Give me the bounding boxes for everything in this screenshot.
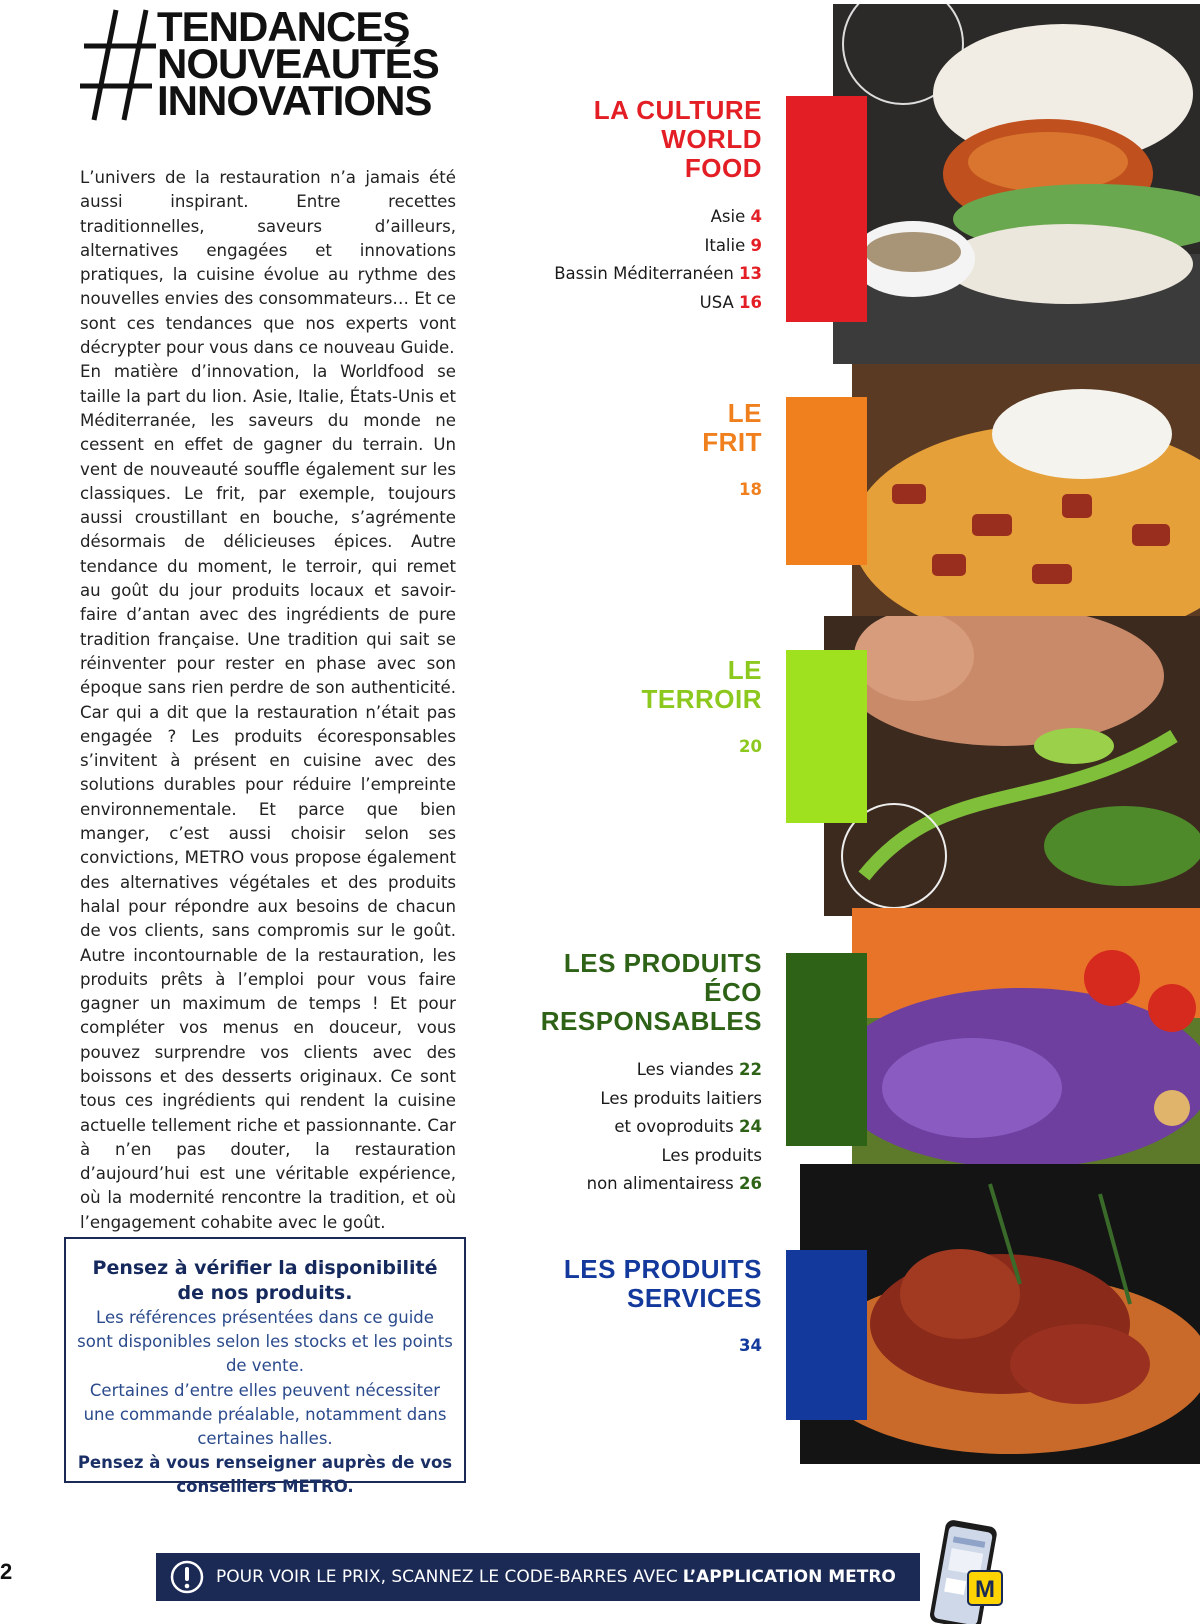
section-title xyxy=(541,949,762,1036)
section-title-line: SERVICES xyxy=(626,1283,762,1313)
toc-item-label: Les produits laitiers xyxy=(600,1088,762,1108)
notice-body: Les références présentées dans ce guide sont disponibles selon les stocks et les points de vente. xyxy=(77,1308,453,1376)
section-title-line: WORLD xyxy=(661,124,762,154)
hashtag-icon xyxy=(80,6,160,124)
toc-item-page: 9 xyxy=(750,235,762,255)
banner-app-name[interactable]: L’APPLICATION METRO xyxy=(682,1567,896,1587)
title-line: TENDANCES xyxy=(157,3,410,50)
world-food-color-bar xyxy=(786,96,867,322)
intro-paragraph: En matière d’innovation, la Worldfood se taille la part du lion. Asie, Italie, États-Unis et Méditerranée, les saveurs du monde ne cessent en effet de gagner du terrain. Un vent de nouveauté souffle également sur les classiques. Le frit, par exemple, toujours aussi croustillant en bouche, s’agrémente désormais de délicieuses épices. Autre tendance du moment, le terroir, qui remet au goût du jour produits locaux et savoir-faire d’antan avec des ingrédients de pure tradition française. Une tradition qui sait se réinventer pour rester en phase avec son époque sans rien perdre de son authenticité. Car qui a dit que la restauration n’était pas engagée ? Les produits écoresponsables s’invitent à présent en cuisine avec des solutions durables pour réduire l’empreinte environnementale. Et parce que bien manger, c’est aussi choisir selon ses convictions, METRO vous propose également des alternatives végétales et des produits halal pour répondre aux besoins de chacun de vos clients, sans compromis sur le goût. Autre incontournable de la restauration, les produits prêts à l’emploi pour vous faire gagner un maximum de temps ! Et pour compléter vos menus en douceur, vous pouvez surprendre vos clients avec des boissons et des desserts originaux. Ce sont tous ces ingrédients qui rendent la cuisine actuelle tellement riche et passionnante. Car à n’en pas douter, la restauration d’aujourd’hui est une véritable expérience, où la modernité rencontre la tradition, et où l’engagement cohabite avec le goût. xyxy=(80,362,456,1232)
section-title-line: LA CULTURE xyxy=(593,95,762,125)
toc-section-services[interactable] xyxy=(564,1255,762,1359)
terroir-color-bar xyxy=(786,650,867,823)
toc-item-asie[interactable] xyxy=(554,203,762,232)
metro-badge-text: M xyxy=(975,1576,995,1603)
toc-item-page: 34 xyxy=(739,1336,762,1355)
section-title xyxy=(554,96,762,183)
section-title-line: LES PRODUITS xyxy=(563,948,762,978)
frit-color-bar xyxy=(786,397,867,565)
toc-section-world-food[interactable] xyxy=(554,96,762,317)
burger-photo xyxy=(833,4,1200,364)
section-title xyxy=(564,1255,762,1313)
section-title-line: FOOD xyxy=(684,153,762,183)
page-title xyxy=(157,3,439,124)
services-color-bar xyxy=(786,1250,867,1420)
notice-heading: Pensez à vérifier la disponibilité de nos produits. xyxy=(92,1257,438,1304)
toc-item-non-alimentaires[interactable] xyxy=(541,1170,762,1199)
toc-item-label: et ovoproduits xyxy=(614,1117,734,1136)
notice-footer: Pensez à vous renseigner auprès de vos conseillers METRO. xyxy=(77,1453,453,1497)
title-line: INNOVATIONS xyxy=(157,77,432,124)
section-title xyxy=(642,656,763,714)
section-title-line: LE xyxy=(727,398,762,428)
toc-item-viandes[interactable] xyxy=(541,1056,762,1085)
toc-item-usa[interactable] xyxy=(554,289,762,318)
toc-section-terroir[interactable] xyxy=(642,656,763,760)
exclamation-circle-icon xyxy=(170,1560,204,1594)
toc-item-label: Italie xyxy=(704,235,746,255)
title-line: NOUVEAUTÉS xyxy=(157,40,439,87)
toc-item-label: Les viandes xyxy=(636,1060,734,1079)
intro-paragraph: L’univers de la restauration n’a jamais été aussi inspirant. Entre recettes traditionnelles, saveurs d’ailleurs, alternatives engagées et innovations pratiques, la cuisine évolue au rythme des nouvelles envies des consommateurs… Et ce sont ces tendances que nos experts vont décrypter pour vous dans ce nouveau Guide. xyxy=(80,168,456,358)
page-number: 2 xyxy=(0,1559,13,1584)
section-title-line: RESPONSABLES xyxy=(540,1006,762,1036)
toc-item-page: 22 xyxy=(739,1060,762,1079)
phone-app-icon xyxy=(924,1519,1008,1624)
toc-item-page: 24 xyxy=(739,1117,762,1136)
toc-item-page: 16 xyxy=(739,292,762,312)
intro-text xyxy=(80,166,456,1235)
garden-plant-photo xyxy=(824,616,1200,916)
toc-item-label: Asie xyxy=(710,207,746,226)
section-title-line: LES PRODUITS xyxy=(563,1254,762,1284)
scan-app-banner xyxy=(156,1553,920,1601)
banner-text: POUR VOIR LE PRIX, SCANNEZ LE CODE-BARRES AVEC xyxy=(216,1567,678,1587)
section-title-line: LE xyxy=(727,655,762,685)
section-title-line: TERROIR xyxy=(641,684,762,714)
loaded-potato-photo xyxy=(852,364,1200,616)
toc-item-ovoproduits[interactable] xyxy=(541,1113,762,1142)
section-title-line: ÉCO xyxy=(704,977,762,1007)
notice-body: Certaines d’entre elles peuvent nécessiter une commande préalable, notamment dans certaines halles. xyxy=(83,1380,447,1449)
section-title xyxy=(702,399,762,457)
toc-section-eco-responsables[interactable] xyxy=(541,949,762,1199)
toc-item-label: Les produits xyxy=(661,1145,762,1165)
toc-item-page: 26 xyxy=(739,1174,762,1193)
vegetable-salad-photo xyxy=(852,908,1200,1164)
toc-item-page: 13 xyxy=(739,264,762,283)
toc-item-italie[interactable] xyxy=(554,232,762,261)
toc-item-mediterraneen[interactable] xyxy=(554,260,762,289)
toc-item-page: 20 xyxy=(739,737,762,756)
section-title-line: FRIT xyxy=(702,427,762,457)
toc-item-label: USA xyxy=(699,292,734,312)
toc-item-page: 4 xyxy=(750,207,762,226)
availability-notice xyxy=(64,1237,466,1497)
toc-item-laitiers[interactable] xyxy=(541,1085,762,1114)
toc-item-label: Bassin Méditerranéen xyxy=(554,264,734,283)
eco-color-bar xyxy=(786,953,867,1146)
toc-item-label: non alimentairess xyxy=(586,1174,734,1193)
toc-section-frit[interactable] xyxy=(702,399,762,503)
toc-item-page: 18 xyxy=(739,480,762,499)
toc-item-produits[interactable] xyxy=(541,1142,762,1171)
